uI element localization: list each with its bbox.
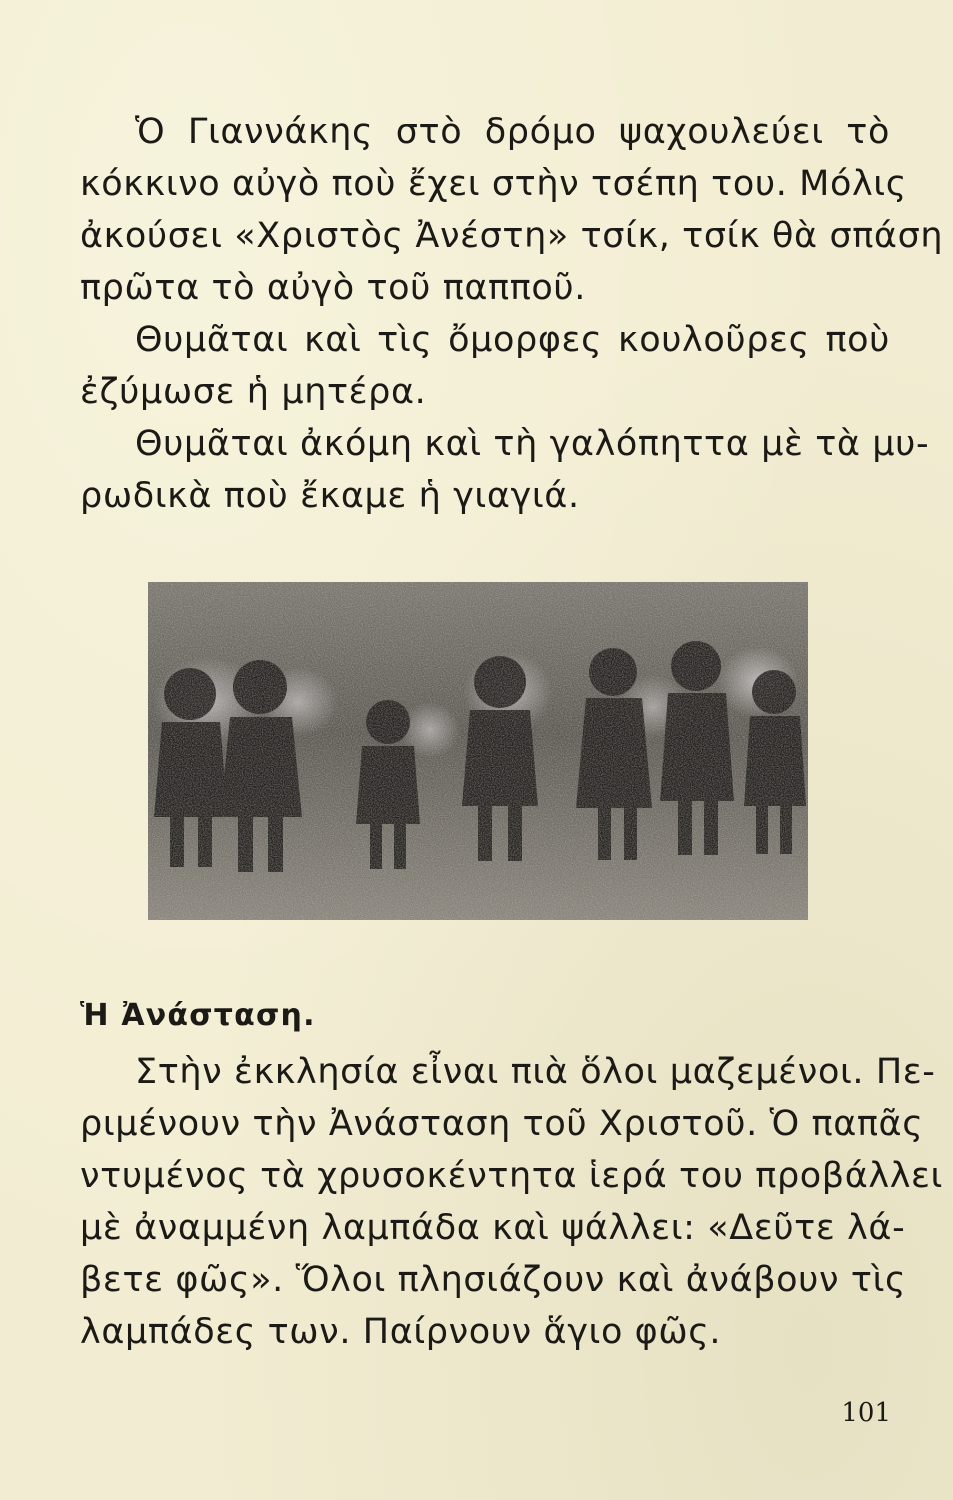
text-line: Θυμᾶται καὶ τὶς ὄμορφες κουλοῦρες ποὺ <box>135 320 890 360</box>
text-line: Ὁ Γιαννάκης στὸ δρόμο ψαχουλεύει τὸ <box>135 112 890 152</box>
text-line: ντυμένος τὰ χρυσοκέντητα ἱερά του προβάλλει <box>80 1156 943 1196</box>
text-line: λαμπάδες των. Παίρνουν ἅγιο φῶς. <box>80 1312 722 1352</box>
children-candles-illustration <box>148 582 808 920</box>
text-line: ἀκούσει «Χριστὸς Ἀνέστη» τσίκ, τσίκ θὰ σπάση <box>80 216 944 256</box>
text-line: βετε φῶς». Ὅλοι πλησιάζουν καὶ ἀνάβουν τὶς <box>80 1260 907 1300</box>
text-line: Στὴν ἐκκλησία εἶναι πιὰ ὅλοι μαζεμένοι. Πε- <box>135 1052 936 1092</box>
text-line: κόκκινο αὐγὸ ποὺ ἔχει στὴν τσέπη του. Μόλις <box>80 164 907 204</box>
text-block-bottom <box>80 1046 943 1358</box>
page-number: 101 <box>841 1398 891 1428</box>
text-line: ἐζύμωσε ἡ μητέρα. <box>80 372 427 412</box>
text-block-top <box>80 106 944 522</box>
section-heading: Ἡ Ἀνάσταση. <box>80 998 316 1033</box>
text-line: μὲ ἀναμμένη λαμπάδα καὶ ψάλλει: «Δεῦτε λά- <box>80 1208 906 1248</box>
text-line: ριμένουν τὴν Ἀνάσταση τοῦ Χριστοῦ. Ὁ παπᾶς <box>80 1104 924 1144</box>
text-line: πρῶτα τὸ αὐγὸ τοῦ παπποῦ. <box>80 268 586 308</box>
text-line: Θυμᾶται ἀκόμη καὶ τὴ γαλόπηττα μὲ τὰ μυ- <box>135 424 930 464</box>
text-line: ρωδικὰ ποὺ ἔκαμε ἡ γιαγιά. <box>80 476 580 516</box>
halftone-grain <box>148 582 808 920</box>
illustration-svg <box>148 582 808 920</box>
